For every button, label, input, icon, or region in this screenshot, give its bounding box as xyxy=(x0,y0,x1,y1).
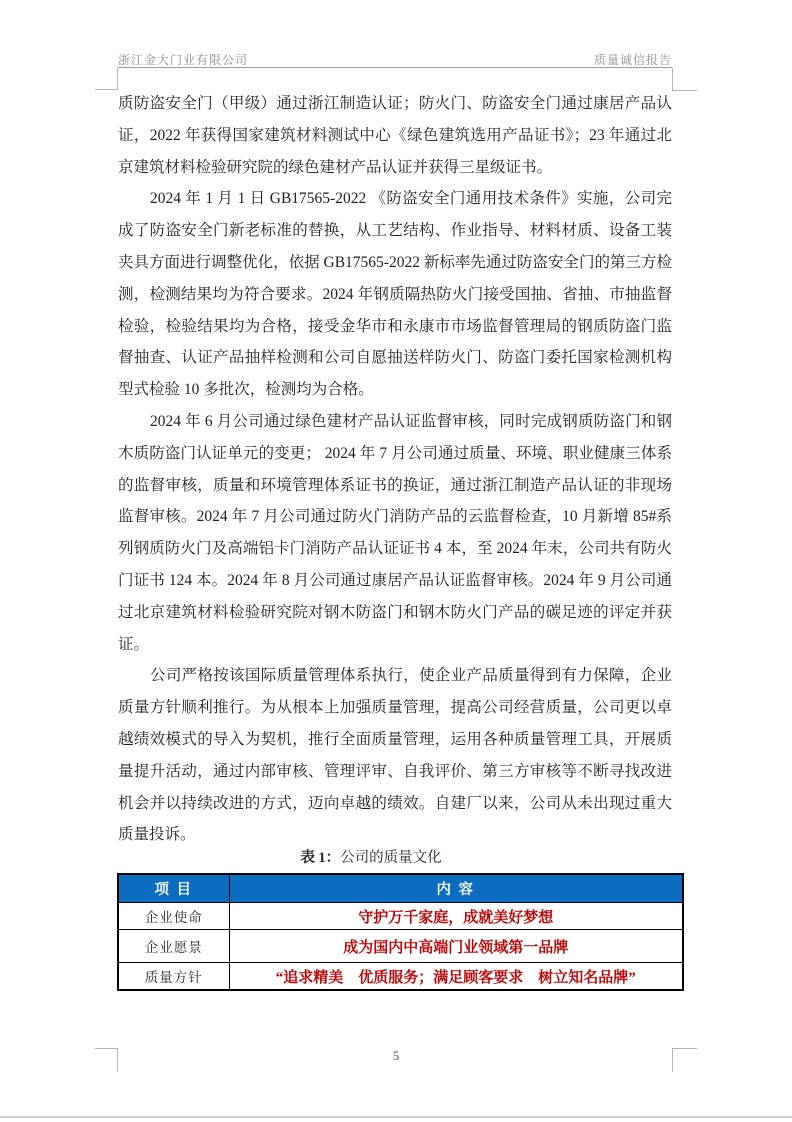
row-label-vision: 企业愿景 xyxy=(118,930,229,963)
table-caption-number: 表 1： xyxy=(300,850,341,866)
paragraph-quality-management: 公司严格按该国际质量管理体系执行，使企业产品质量得到有力保障，企业质量方针顺利推行。为从根本上加强质量管理，提高公司经营质量，公司更以卓越绩效模式的导入为契机，推行全面质量管理，运用各种质量管理工具，开展质量提升活动，通过内部审核、管理评审、自我评价、第三方审核等不断寻找改进机会并以持续改进的方式，迈向卓越的绩效。自建厂以来，公司从未出现过重大质量投诉。 xyxy=(118,667,672,844)
row-label-mission: 企业使命 xyxy=(118,903,229,930)
paragraph-2024-audits: 2024 年 6 月公司通过绿色建材产品认证监督审核，同时完成钢质防盗门和钢木质防盗门认证单元的变更； 2024 年 7 月公司通过质量、环境、职业健康三体系的监督审核，质量和环境管理体系证书的换证，通过浙江制造产品认证的非现场监督审核。2024 年 7 月公司通过防火门消防产品的云监督检查，10 月新增 85#系列钢质防火门及高端铝卡门消防产品认证证书 4 本，至 2024 年末，公司共有防火门证书 124 本。2024 年 8 月公司通过康居产品认证监督审核。2024 年 9 月公司通过北京建筑材料检验研究院对钢木防盗门和钢木防火门产品的碳足迹的评定并获证。 xyxy=(118,412,672,653)
page-bottom-edge xyxy=(0,1116,792,1118)
table-row xyxy=(118,963,683,991)
header-rule xyxy=(118,67,672,68)
row-content-vision: 成为国内中高端门业领域第一品牌 xyxy=(229,930,683,963)
table-caption-title: 公司的质量文化 xyxy=(340,850,442,866)
crop-mark-top-right-horizontal xyxy=(672,90,697,91)
body-text xyxy=(118,88,672,851)
table-header-row xyxy=(118,874,683,903)
table-header-content: 内 容 xyxy=(229,874,683,903)
crop-mark-top-left-horizontal xyxy=(95,89,118,90)
page-number: 5 xyxy=(392,1048,400,1063)
row-content-policy: “追求精美 优质服务；满足顾客要求 树立知名品牌” xyxy=(229,963,683,991)
row-content-mission: 守护万千家庭，成就美好梦想 xyxy=(229,903,683,930)
header-report-title: 质量诚信报告 xyxy=(593,53,672,67)
table-row xyxy=(118,930,683,963)
crop-mark-top-right-vertical xyxy=(672,68,673,91)
paragraph-certifications: 质防盗安全门（甲级）通过浙江制造认证；防火门、防盗安全门通过康居产品认证，2022 年获得国家建筑材料测试中心《绿色建筑选用产品证书》；23 年通过北京建筑材料检验研究院的绿色建材产品认证并获得三星级证书。 xyxy=(118,95,672,176)
table-header-item: 项 目 xyxy=(118,874,229,903)
table-caption xyxy=(118,846,672,867)
quality-culture-table xyxy=(117,873,684,991)
table-row xyxy=(118,903,683,930)
header-company-name: 浙江金大门业有限公司 xyxy=(118,53,249,67)
row-label-policy: 质量方针 xyxy=(118,963,229,991)
paragraph-gb17565-inspections: 2024 年 1 月 1 日 GB17565-2022 《防盗安全门通用技术条件》实施，公司完成了防盗安全门新老标准的替换，从工艺结构、作业指导、材料材质、设备工装夹具方面进行调整优化，依据 GB17565-2022 新标率先通过防盗安全门的第三方检测，检测结果均为符合要求。2024 年钢质隔热防火门接受国抽、省抽、市抽监督检验，检验结果均为合格，接受金华市和永康市市场监督管理局的钢质防盗门监督抽查、认证产品抽样检测和公司自愿抽送样防火门、防盗门委托国家检测机构型式检验 10 多批次，检测均为合格。 xyxy=(118,190,672,399)
quality-culture-table-wrap xyxy=(117,873,684,991)
crop-mark-top-left-vertical xyxy=(117,68,118,90)
